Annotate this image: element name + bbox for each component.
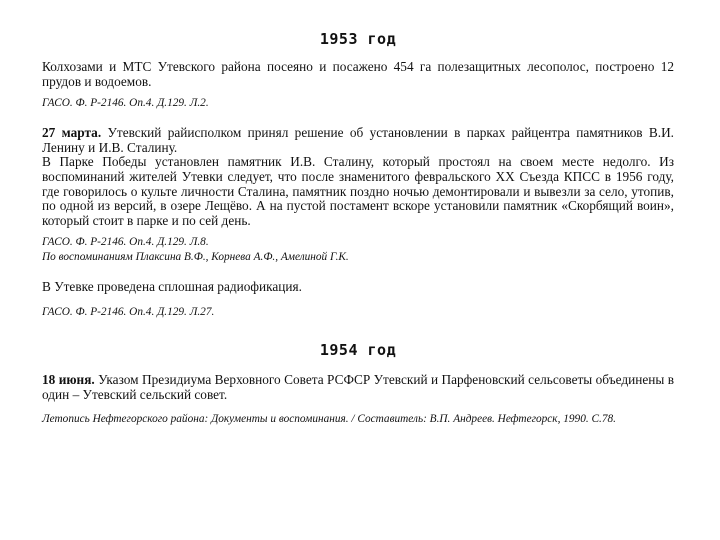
entry-text: В Парке Победы установлен памятник И.В. Сталину, который простоял на своем месте недолго. Из воспоминаний жителей Утевки следует, что после знаменитого февральского XX Съезда КПСС в 1956 году, где говорилось о культе личности Сталина, памятник поздно ночью демонтировали и вывезли за село, утопив, по одной из версий, в озере Лещёво. А на пустой постамент вскоре установили памятник «Скорбящий воин», который стоит в парке и по сей день. xyxy=(42,154,674,228)
entry-paragraph xyxy=(42,155,674,228)
section-heading-1954: 1954 год xyxy=(319,340,397,359)
entry-date: 18 июня. xyxy=(42,371,95,387)
entry-paragraph xyxy=(42,126,674,155)
archive-source: ГАСО. Ф. Р-2146. Оп.4. Д.129. Л.27. xyxy=(42,305,215,318)
archive-source: ГАСО. Ф. Р-2146. Оп.4. Д.129. Л.8. xyxy=(42,236,209,249)
chronicle-source: Летопись Нефтегорского района: Документы и воспоминания. / Составитель: В.П. Андреев. Нефтегорск, 1990. С.78. xyxy=(42,413,616,426)
entry-text: Утевский райисполком принял решение об установлении в парках райцентра памятников В.И. Ленину и И.В. Сталину. xyxy=(42,125,674,155)
entry-text: Колхозами и МТС Утевского района посеяно и посажено 454 га полезащитных лесополос, построено 12 прудов и водоемов. xyxy=(42,59,674,89)
entry-text: Указом Президиума Верховного Совета РСФСР Утевский и Парфеновский сельсоветы объединены в один – Утевский сельский совет. xyxy=(42,371,674,402)
section-heading-1953: 1953 год xyxy=(319,30,397,48)
archive-source: ГАСО. Ф. Р-2146. Оп.4. Д.129. Л.2. xyxy=(42,97,209,110)
document-page xyxy=(42,22,674,426)
entry-paragraph xyxy=(42,280,674,295)
entry-date: 27 марта. xyxy=(42,125,102,141)
entry-paragraph xyxy=(42,373,674,402)
entry-paragraph xyxy=(42,60,674,89)
memoir-source: По воспоминаниям Плаксина В.Ф., Корнева А.Ф., Амелиной Г.К. xyxy=(42,251,349,264)
entry-text: В Утевке проведена сплошная радиофикация. xyxy=(42,279,302,295)
